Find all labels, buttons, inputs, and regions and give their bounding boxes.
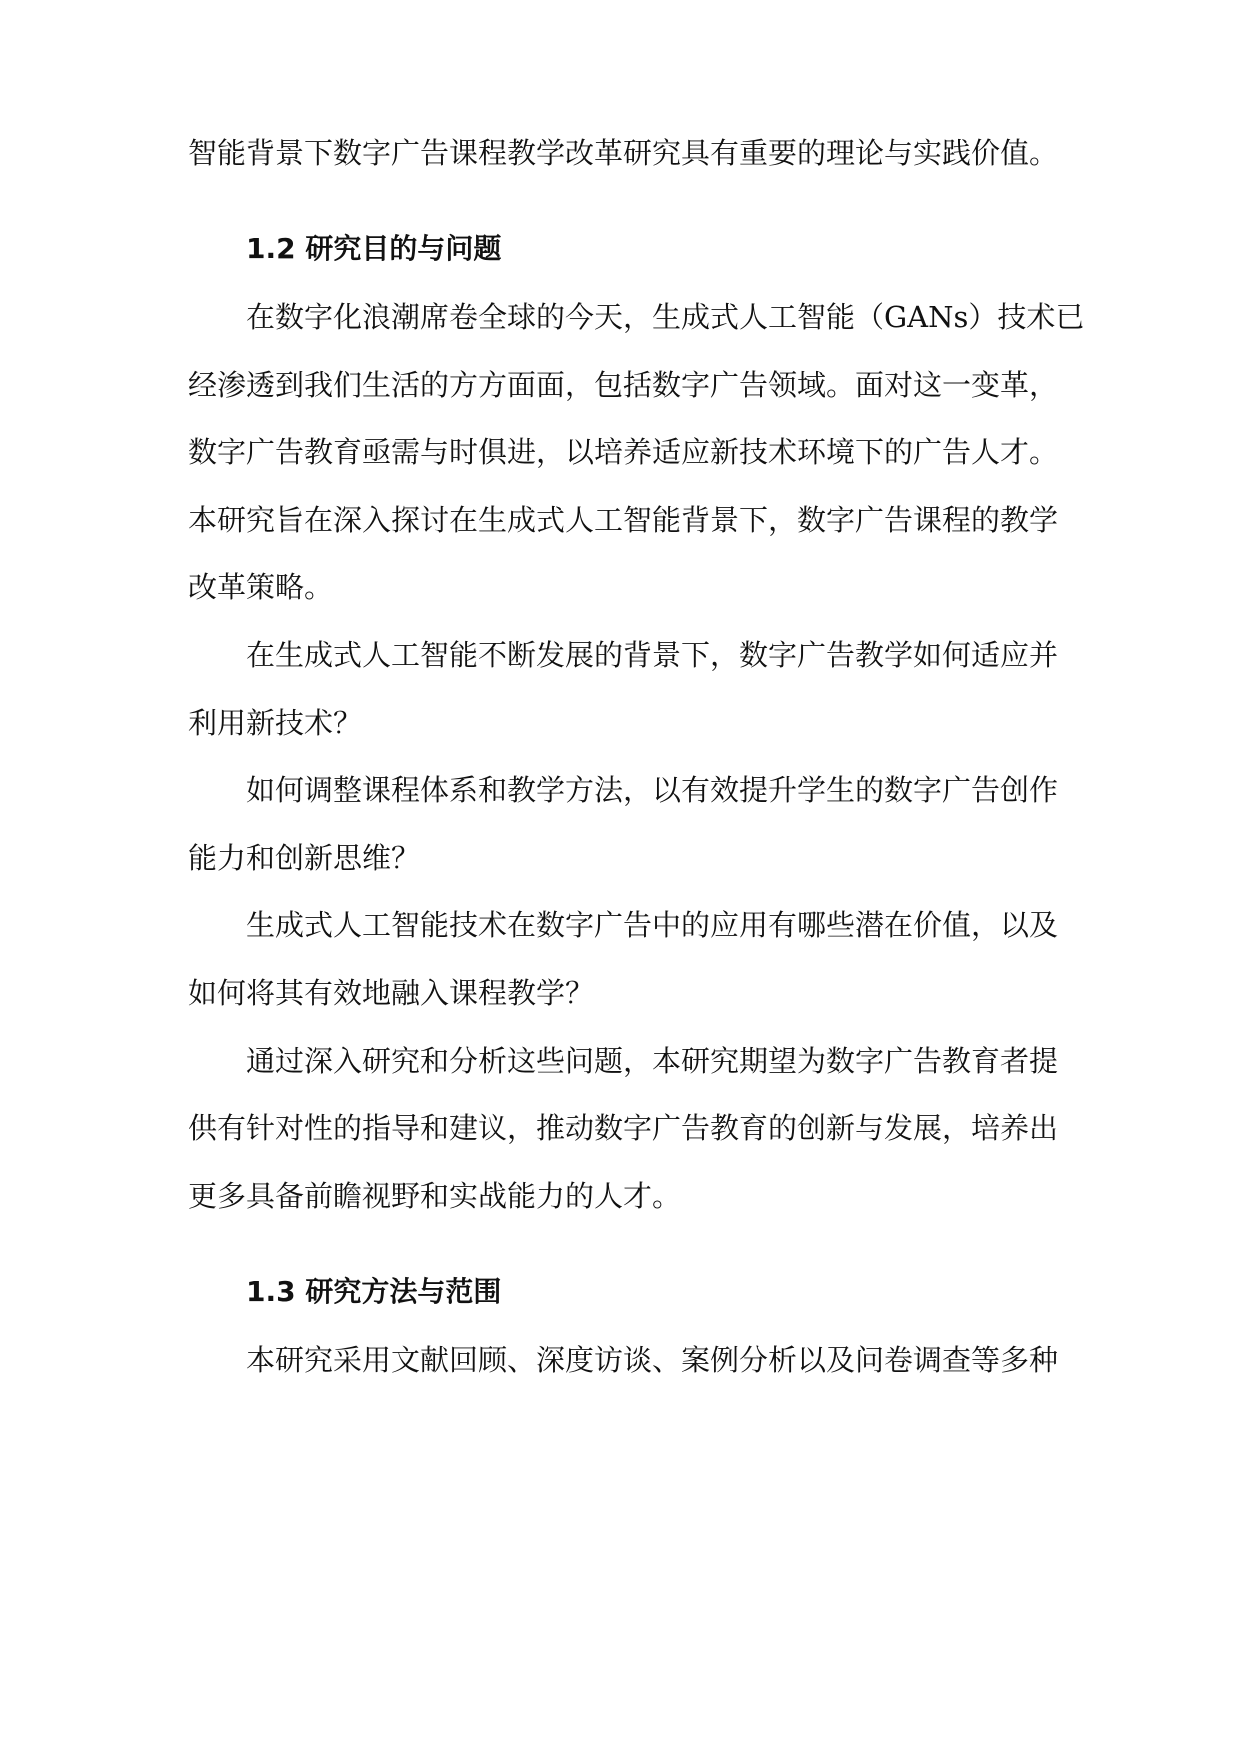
paragraph-line: 如何将其有效地融入课程教学？ [188, 976, 595, 1010]
paragraph-line: 如何调整课程体系和教学方法，以有效提升学生的数字广告创作 [246, 773, 1059, 807]
paragraph-line: 在生成式人工智能不断发展的背景下，数字广告教学如何适应并 [246, 638, 1059, 672]
paragraph-line: 数字广告教育亟需与时俱进，以培养适应新技术环境下的广告人才。 [188, 435, 1059, 469]
paragraph-line: 更多具备前瞻视野和实战能力的人才。 [188, 1179, 682, 1213]
section-heading-1-3: 1.3 研究方法与范围 [246, 1275, 502, 1308]
paragraph-line: 生成式人工智能技术在数字广告中的应用有哪些潜在价值，以及 [246, 908, 1059, 942]
paragraph-line: 本研究旨在深入探讨在生成式人工智能背景下，数字广告课程的教学 [188, 503, 1059, 537]
paragraph-line: 通过深入研究和分析这些问题，本研究期望为数字广告教育者提 [246, 1044, 1059, 1078]
paragraph-line: 本研究采用文献回顾、深度访谈、案例分析以及问卷调查等多种 [246, 1343, 1059, 1377]
paragraph-line: 智能背景下数字广告课程教学改革研究具有重要的理论与实践价值。 [188, 136, 1059, 170]
paragraph-line: 能力和创新思维？ [188, 841, 421, 875]
section-heading-1-2: 1.2 研究目的与问题 [246, 232, 502, 265]
paragraph-line: 改革策略。 [188, 570, 334, 604]
paragraph-line: 经渗透到我们生活的方方面面，包括数字广告领域。面对这一变革， [188, 368, 1059, 402]
paragraph-line: 供有针对性的指导和建议，推动数字广告教育的创新与发展，培养出 [188, 1111, 1059, 1145]
paragraph-line: 利用新技术？ [188, 706, 363, 740]
paragraph-line: 在数字化浪潮席卷全球的今天，生成式人工智能（GANs）技术已 [246, 300, 1085, 334]
